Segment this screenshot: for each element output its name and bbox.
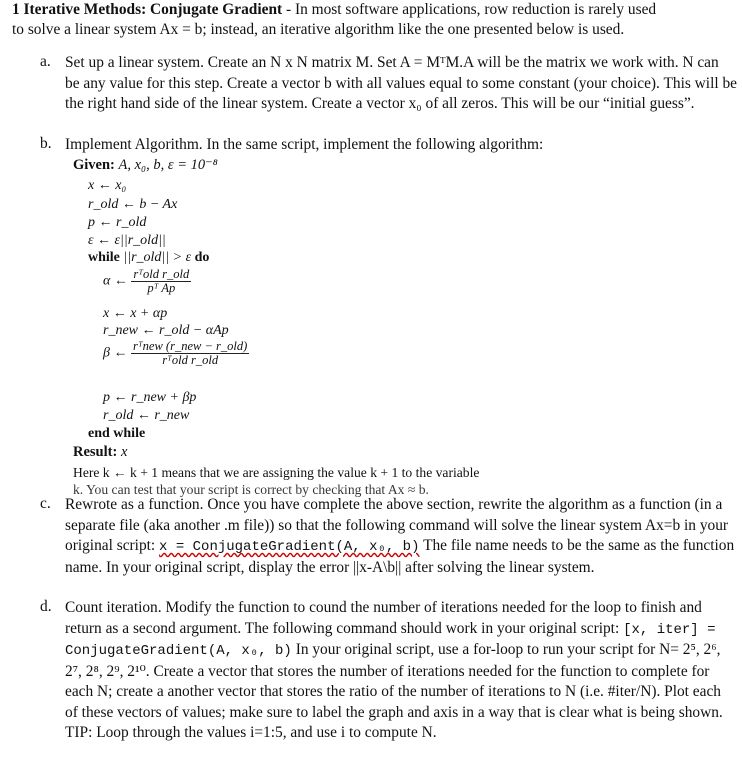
item-c-text	[65, 495, 737, 578]
algo-beta-den: rᵀold r_old	[162, 353, 219, 367]
algo-do-kw: do	[194, 250, 210, 265]
item-d-text-1: Count iteration. Modify the function to cound the number of iterations needed for the loop to finish and return as a second argument. The following command should work in your original script:	[65, 599, 702, 637]
algo-line-6: x ← x + αp	[103, 306, 168, 321]
item-a-text: Set up a linear system. Create an N x N matrix M. Set A = MᵀM.A will be the matrix we work with. N can be any value for this step. Create a vector b with all values equal to some constant (your choice). This will be the right hand side of the linear system. Create a vector x₀ of all zeros. This will be our “initial guess”.	[65, 54, 738, 112]
algo-given-label: Given:	[73, 157, 115, 173]
algo-end-while: end while	[88, 426, 146, 441]
item-d-text-2: In your original script, use a for-loop to run your script for N= 2⁵, 2⁶, 2⁷, 2⁸, 2⁹, 2¹⁰. Create a vector that stores the number of iterations needed for the function to complete for each N; create a another vector that stores the ratio of the number of iterations to N (i.e. #iter/N). Plot each of these vectors of values; make sure to label the graph and axis in a way that is clear what is being shown. TIP: Loop through the values i=1:5, and use i to compute N.	[65, 641, 723, 741]
algo-beta-num: rᵀnew (r_new − r_old)	[132, 339, 248, 353]
algo-line-3: p ← r_old	[88, 215, 147, 230]
algo-beta	[103, 340, 249, 367]
algo-line-4: ε ← ε||r_old||	[88, 233, 166, 248]
item-b-text: Implement Algorithm. In the same script, implement the following algorithm:	[65, 136, 544, 153]
item-d-code: [x, iter] = ConjugateGradient(A, x₀, b)	[65, 621, 716, 659]
item-c-marker: c.	[40, 495, 51, 512]
algo-while	[88, 250, 209, 266]
intro-line-2: to solve a linear system Ax = b; instead, an iterative algorithm like the one presented below is used.	[12, 21, 625, 38]
item-c-code: x = ConjugateGradient(A, x₀, b)	[159, 539, 420, 555]
algo-line-9: p ← r_new + βp	[103, 390, 197, 405]
algo-line-2: r_old ← b − Ax	[88, 197, 178, 212]
algo-note-1: Here k ← k + 1 means that we are assigning the value k + 1 to the variable	[73, 465, 480, 480]
algo-result	[73, 444, 127, 461]
intro-line-1	[12, 0, 732, 20]
algo-result-expr: x	[120, 444, 128, 460]
algo-alpha-num: rᵀold r_old	[133, 267, 190, 281]
algo-result-label: Result:	[73, 444, 118, 460]
algo-beta-lhs: β ←	[103, 345, 128, 361]
item-d-marker: d.	[40, 598, 52, 615]
algo-alpha	[103, 268, 191, 295]
algo-alpha-lhs: α ←	[103, 273, 128, 289]
algo-while-kw: while	[88, 250, 120, 265]
item-c-text-2: The file name needs to be the same as the function name. In your original script, display the error ||x-A\b|| after solving the linear system.	[65, 537, 735, 576]
algo-note-2: k. You can test that your script is correct by checking that Ax ≈ b.	[73, 482, 429, 497]
algo-given	[73, 157, 218, 174]
item-a-marker: a.	[40, 53, 51, 70]
algo-line-10: r_old ← r_new	[103, 408, 190, 423]
algo-while-cond: ||r_old|| > ε	[123, 250, 192, 265]
algo-alpha-den: pᵀ Ap	[147, 281, 176, 295]
item-d-text	[65, 598, 737, 744]
intro-text: - In most software applications, row reduction is rarely used	[282, 1, 657, 18]
algo-line-7: r_new ← r_old − αAp	[103, 323, 229, 338]
item-c-text-1: Rewrote as a function. Once you have complete the above section, rewrite the algorithm as a function (in a separate file (aka another .m file)) so that the following command will solve the linear system Ax=b in your original script:	[65, 496, 729, 554]
section-title: 1 Iterative Methods: Conjugate Gradient	[12, 1, 283, 18]
algo-given-expr: A, x₀, b, ε = 10⁻⁸	[118, 157, 218, 173]
algo-beta-frac	[131, 340, 249, 367]
algo-alpha-frac	[131, 268, 191, 295]
algo-line-1: x ← x₀	[88, 178, 127, 193]
item-b-marker: b.	[40, 135, 52, 152]
